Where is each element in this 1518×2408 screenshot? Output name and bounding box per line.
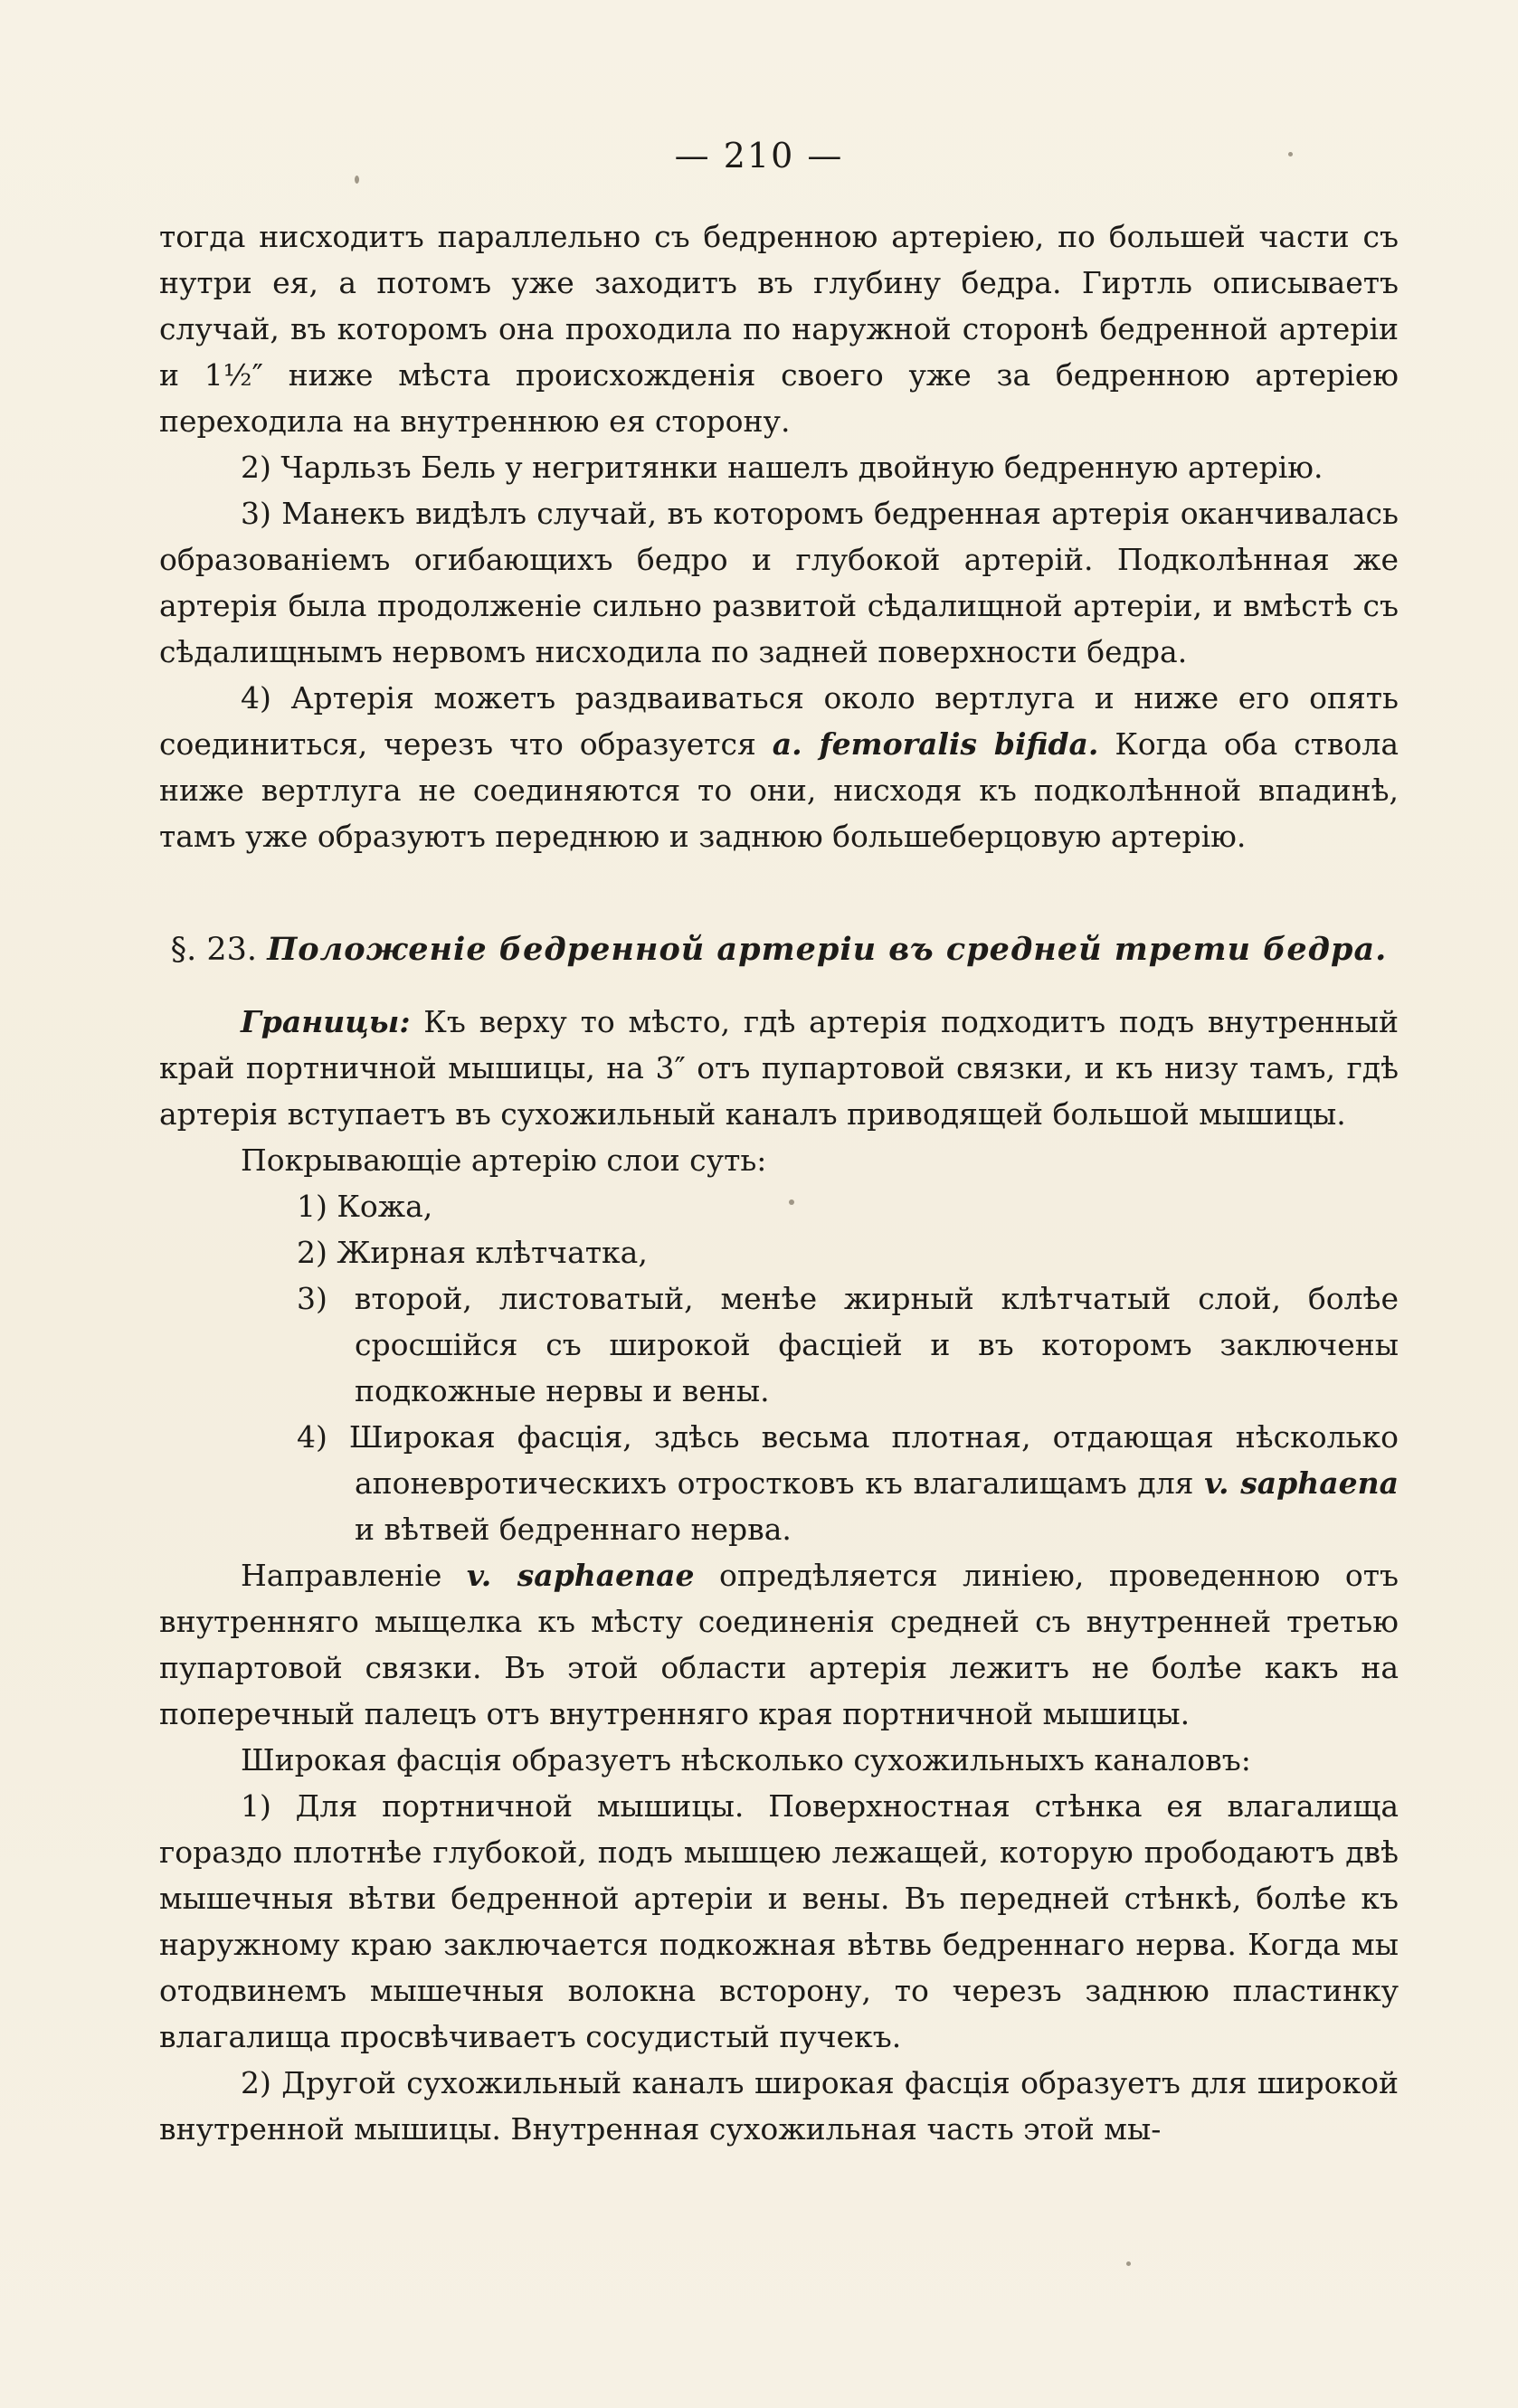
paragraph-bifid-text-2: Когда оба ствола ниже вертлуга не соединяются то они, нисходя къ подколѣнной впадинѣ, тамъ уже образуютъ переднюю и заднюю большеберцовую артерію. <box>159 726 1399 854</box>
direction-text-1: Направленіе <box>241 1558 467 1593</box>
layer-item-fat: 2) Жирная клѣтчатка, <box>297 1235 648 1270</box>
latin-term-v-saphaena: v. saphaena <box>1204 1465 1399 1501</box>
body-text <box>159 213 1399 2152</box>
boundaries-text: Къ верху то мѣсто, гдѣ артерія подходитъ подъ внутренный край портничной мышицы, на 3″ отъ пупартовой связки, и къ низу тамъ, гдѣ артерія вступаетъ въ сухожильный каналъ приводящей большой мышицы. <box>159 1004 1399 1132</box>
paragraph-boundaries <box>159 999 1399 1137</box>
direction-text-2: опредѣляется линіею, проведенною отъ внутренняго мыщелка къ мѣсту соединенія средней съ внутренней третью пупартовой связки. Въ этой области артерія лежитъ не болѣе какъ на поперечный палецъ отъ внутренняго края портничной мышицы. <box>159 1558 1399 1731</box>
paragraph-manec-case: 3) Манекъ видѣлъ случай, въ которомъ бедренная артерія оканчивалась образованіемъ огибающихъ бедро и глубокой артерій. Подколѣнная же артерія была продолженіе сильно развитой сѣдалищной артеріи, и вмѣстѣ съ сѣдалищнымъ нервомъ нисходила по задней поверхности бедра. <box>159 496 1399 669</box>
paragraph-bifid-artery <box>159 675 1399 859</box>
scan-speck <box>355 175 359 184</box>
paragraph-bell-case: 2) Чарльзъ Бель у негритянки нашелъ двойную бедренную артерію. <box>241 450 1324 485</box>
latin-term-femoralis-bifida: a. femoralis bifida. <box>772 726 1099 762</box>
layers-intro: Покрывающіе артерію слои суть: <box>241 1142 767 1178</box>
scan-speck <box>1288 152 1293 156</box>
paragraph-vastus-canal: 2) Другой сухожильный каналъ широкая фасція образуетъ для широкой внутренной мышицы. Внутренная сухожильная часть этой мы- <box>159 2065 1399 2147</box>
layer-item-fascia-lata <box>159 1414 1399 1552</box>
paragraph-sartorius-canal: 1) Для портничной мышицы. Поверхностная стѣнка ея влагалища гораздо плотнѣе глубокой, подъ мышцею лежащей, которую прободаютъ двѣ мышечныя вѣтви бедренной артеріи и вены. Въ передней стѣнкѣ, болѣе къ наружному краю заключается подкожная вѣтвь бедреннаго нерва. Когда мы отодвинемъ мышечныя волокна всторону, то черезъ заднюю пластинку влагалища просвѣчиваетъ сосудистый пучекъ. <box>159 1788 1399 2054</box>
canals-intro: Широкая фасція образуетъ нѣсколько сухожильныхъ каналовъ: <box>241 1742 1251 1778</box>
section-number: §. 23. <box>170 932 258 968</box>
layer-item-skin: 1) Кожа, <box>297 1189 433 1224</box>
scan-speck <box>1126 2261 1131 2266</box>
latin-term-v-saphaenae: v. saphaenae <box>466 1558 695 1593</box>
paragraph-bifid-text-1: 4) Артерія можетъ раздваиваться около вертлуга и ниже его опять соединиться, черезъ что образуется <box>159 680 1399 762</box>
paragraph-hyrtl-case: тогда нисходитъ параллельно съ бедренною артеріею, по большей части съ нутри ея, а потомъ уже заходитъ въ глубину бедра. Гиртль описываетъ случай, въ которомъ она проходила по наружной сторонѣ бедренной артеріи и 1½″ ниже мѣста происхожденія своего уже за бедренною артеріею переходила на внутреннюю ея сторону. <box>159 219 1399 439</box>
section-heading <box>159 924 1399 975</box>
layer-item-second-layer: 3) второй, листоватый, менѣе жирный клѣтчатый слой, болѣе сросшійся съ широкой фасціей и въ которомъ заключены подкожные нервы и вены. <box>297 1281 1399 1408</box>
boundaries-label: Границы: <box>241 1004 411 1039</box>
scan-speck <box>789 1199 794 1205</box>
layer-item-fascia-text-2: и вѣтвей бедреннаго нерва. <box>355 1512 792 1547</box>
layer-item-fascia-text: 4) Широкая фасція, здѣсь весьма плотная, отдающая нѣсколько апоневротическихъ отростковъ къ влагалищамъ для <box>297 1419 1399 1501</box>
section-title: Положеніе бедренной артеріи въ средней трети бедра. <box>267 931 1388 968</box>
page-number: — 210 — <box>674 136 844 175</box>
paragraph-direction <box>159 1552 1399 1737</box>
